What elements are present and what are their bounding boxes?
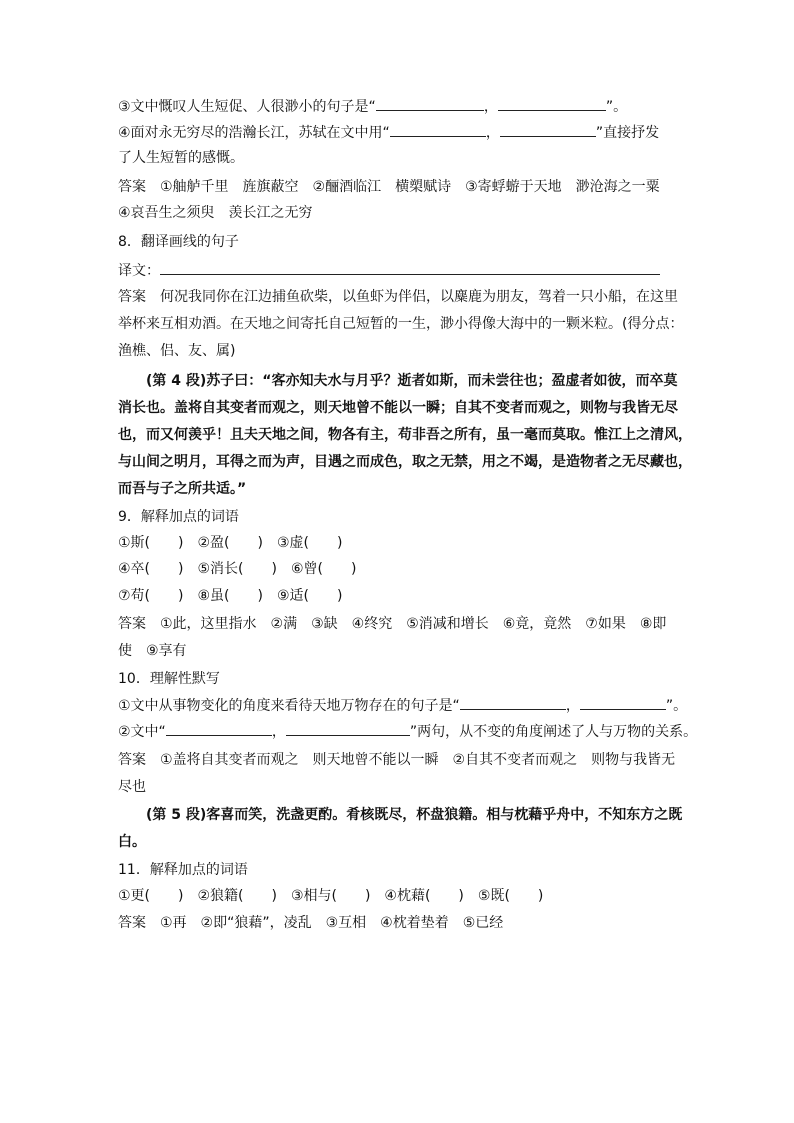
- q10-title: 10．理解性默写: [118, 671, 220, 687]
- fill-blank[interactable]: [376, 96, 484, 111]
- q8-translation: 译文：: [118, 260, 660, 280]
- passage-paragraph-4: 而吾与子之所共适。”: [118, 481, 247, 497]
- q10-answer: 答案 ①盖将自其变者而观之 则天地曾不能以一瞬 ②自其不变者而观之 则物与我皆无: [118, 752, 676, 768]
- q11-answer: 答案 ①再 ②即“狼藉”，凌乱 ③互相 ④枕着垫着 ⑤已经: [118, 915, 504, 931]
- q8-answer: 答案 何况我同你在江边捕鱼砍柴，以鱼虾为伴侣，以麋鹿为朋友，驾着一只小船，在这里: [118, 289, 678, 305]
- q9-row: ①斯( ) ②盈( ) ③虚( ): [118, 535, 343, 551]
- q8-title: 8．翻译画线的句子: [118, 234, 239, 250]
- fill-blank[interactable]: [460, 695, 566, 710]
- q11-title: 11．解释加点的词语: [118, 862, 248, 878]
- q10-item1: ①文中从事物变化的角度来看待天地万物存在的句子是“ ， ”。: [118, 695, 687, 715]
- q9-row: ⑦苟( ) ⑧虽( ) ⑨适( ): [118, 588, 343, 604]
- fill-blank[interactable]: [500, 122, 596, 137]
- fill-blank[interactable]: [286, 721, 410, 736]
- translation-blank[interactable]: [160, 260, 660, 275]
- fill-blank[interactable]: [498, 96, 606, 111]
- passage-paragraph-4: (第 4 段)苏子曰：“客亦知夫水与月乎？逝者如斯，而未尝往也；盈虚者如彼，而卒莫: [146, 373, 678, 389]
- fill-blank[interactable]: [390, 122, 486, 137]
- q9-answer-cont: 使 ⑨享有: [118, 643, 187, 659]
- q7-item4-cont: 了人生短暂的感慨。: [118, 150, 244, 166]
- passage-paragraph-5: 白。: [118, 834, 146, 850]
- passage-paragraph-4: 也，而又何羡乎！且夫天地之间，物各有主，苟非吾之所有，虽一毫而莫取。惟江上之清风，: [118, 427, 692, 443]
- q7-item3: ③文中慨叹人生短促、人很渺小的句子是“ ， ”。: [118, 96, 627, 116]
- q11-row: ①更( ) ②狼籍( ) ③相与( ) ④枕藉( ) ⑤既( ): [118, 888, 544, 904]
- q10-item2: ②文中“ ， ”两句，从不变的角度阐述了人与万物的关系。: [118, 721, 697, 741]
- q7-answer-cont: ④哀吾生之须臾 羡长江之无穷: [118, 205, 313, 221]
- q8-answer-cont: 举杯来互相劝酒。在天地之间寄托自己短暂的一生，渺小得像大海中的一颗米粒。(得分点：: [118, 316, 684, 332]
- q10-answer-cont: 尽也: [118, 779, 146, 795]
- q9-title: 9．解释加点的词语: [118, 509, 239, 525]
- fill-blank[interactable]: [580, 695, 666, 710]
- fill-blank[interactable]: [166, 721, 272, 736]
- passage-paragraph-5: (第 5 段)客喜而笑，洗盏更酌。肴核既尽，杯盘狼籍。相与枕藉乎舟中，不知东方之既: [146, 807, 683, 823]
- passage-paragraph-4: 消长也。盖将自其变者而观之，则天地曾不能以一瞬；自其不变者而观之，则物与我皆无尽: [118, 400, 678, 416]
- q7-item4: ④面对永无穷尽的浩瀚长江，苏轼在文中用“ ， ”直接抒发: [118, 122, 659, 142]
- q9-answer: 答案 ①此，这里指水 ②满 ③缺 ④终究 ⑤消减和增长 ⑥竟，竟然 ⑦如果 ⑧即: [118, 616, 667, 632]
- q8-answer-cont: 渔樵、侣、友、属): [118, 343, 236, 359]
- q7-answer: 答案 ①舳舻千里 旌旗蔽空 ②酾酒临江 横槊赋诗 ③寄蜉蝣于天地 渺沧海之一粟: [118, 179, 660, 195]
- passage-paragraph-4: 与山间之明月，耳得之而为声，目遇之而成色，取之无禁，用之不竭，是造物者之无尽藏也，: [118, 454, 692, 470]
- q9-row: ④卒( ) ⑤消长( ) ⑥曾( ): [118, 561, 357, 577]
